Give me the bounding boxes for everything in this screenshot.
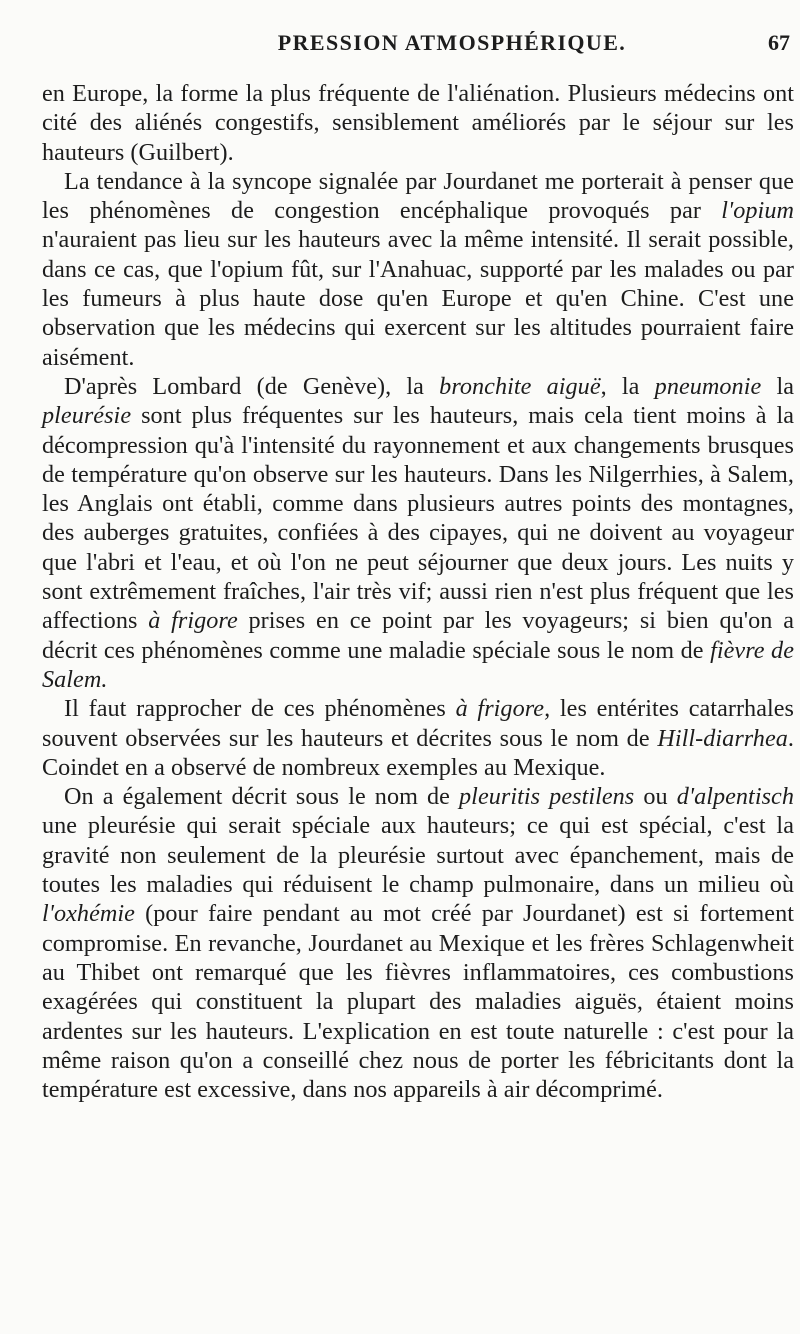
text-run: en Europe, la forme la plus fréquente de l'aliénation. Plusieurs médecins ont cité des aliénés congestifs, sensiblement améliorés par le séjour sur les hauteurs (Guilbert). [42,80,794,166]
running-title: PRESSION ATMOSPHÉRIQUE. [277,30,627,55]
italic-term: l'opium [721,197,794,225]
body-text [42,79,794,1104]
text-run: prises en ce point par les voyageurs; si bien qu'on a décrit ces phénomènes comme une maladie spéciale sous le nom de [42,607,794,664]
text-run: . Coindet en a observé de nombreux exemples au Mexique. [42,724,794,781]
italic-term: l'oxhémie [42,900,135,928]
italic-term: bronchite aiguë [439,372,601,400]
italic-term: d'alpentisch [676,783,794,811]
page-number: 67 [768,30,790,55]
text-run: Il faut rapprocher de ces phénomènes [64,695,456,723]
text-run: n'auraient pas lieu sur les hauteurs avec la même intensité. Il serait possible, dans ce cas, que l'opium fût, sur l'Anahuac, supporté par les malades ou par les fumeurs à plus haute dose qu'en Europe et qu'en Chine. C'est une observation que les médecins qui exercent sur les altitudes pourraient faire aisément. [42,226,794,371]
italic-term: pneumonie [654,372,762,400]
text-run: On a également décrit sous le nom de [64,783,460,811]
text-run: une pleurésie qui serait spéciale aux hauteurs; ce qui est spécial, c'est la gravité non seulement de la pleurésie surtout avec épanchement, mais de toutes les maladies qui réduisent le champ pulmonaire, dans un milieu où [42,812,794,899]
paragraph [42,167,794,372]
paragraph [42,79,794,167]
text-run: la [761,372,795,400]
text-run: ou [634,783,677,811]
text-run: les entérites catarrhales souvent observées sur les hauteurs et décrites sous le nom de [42,695,795,752]
paragraph [42,694,794,782]
text-run: D'après Lombard (de Genève), la [64,372,440,400]
text-run: La tendance à la syncope signalée par Jourdanet me porterait à penser que les phénomènes de congestion encéphalique provoqués par [42,167,794,225]
italic-term: à frigore, [455,695,551,723]
italic-term: fièvre de Salem. [42,636,794,693]
paragraph [42,782,794,1104]
italic-term: Hill-diarrhea [657,724,788,752]
italic-term: pleuritis pestilens [459,783,635,811]
text-run: (pour faire pendant au mot créé par Jourdanet) est si fortement compromise. En revanche, Jourdanet au Mexique et les frères Schlagenwheit au Thibet ont remarqué que les fièvres inflammatoires, ces combustions exagérées qui constituent la plupart des maladies aiguës, étaient moins ardentes sur les hauteurs. L'explication en est toute naturelle : c'est pour la même raison qu'on a conseillé chez nous de porter les fébricitants dont la température est excessive, dans nos appareils à air décomprimé. [42,900,794,1104]
paragraph [42,372,794,694]
running-head [108,30,796,60]
italic-term: pleurésie [42,402,132,430]
italic-term: à frigore [148,607,238,635]
text-run: , la [600,372,655,400]
text-run: sont plus fréquentes sur les hauteurs, mais cela tient moins à la décompression qu'à l'intensité du rayonnement et aux changements brusques de température qu'on observe sur les hauteurs. Dans les Nilgerrhies, à Salem, les Anglais ont établi, comme dans plusieurs autres points des montagnes, des auberges gratuites, confiées à des cipayes, qui ne doivent au voyageur que l'abri et l'eau, et où l'on ne peut séjourner que deux jours. Les nuits y sont extrêmement fraîches, l'air très vif; aussi rien n'est plus fréquent que les affections [42,402,794,635]
